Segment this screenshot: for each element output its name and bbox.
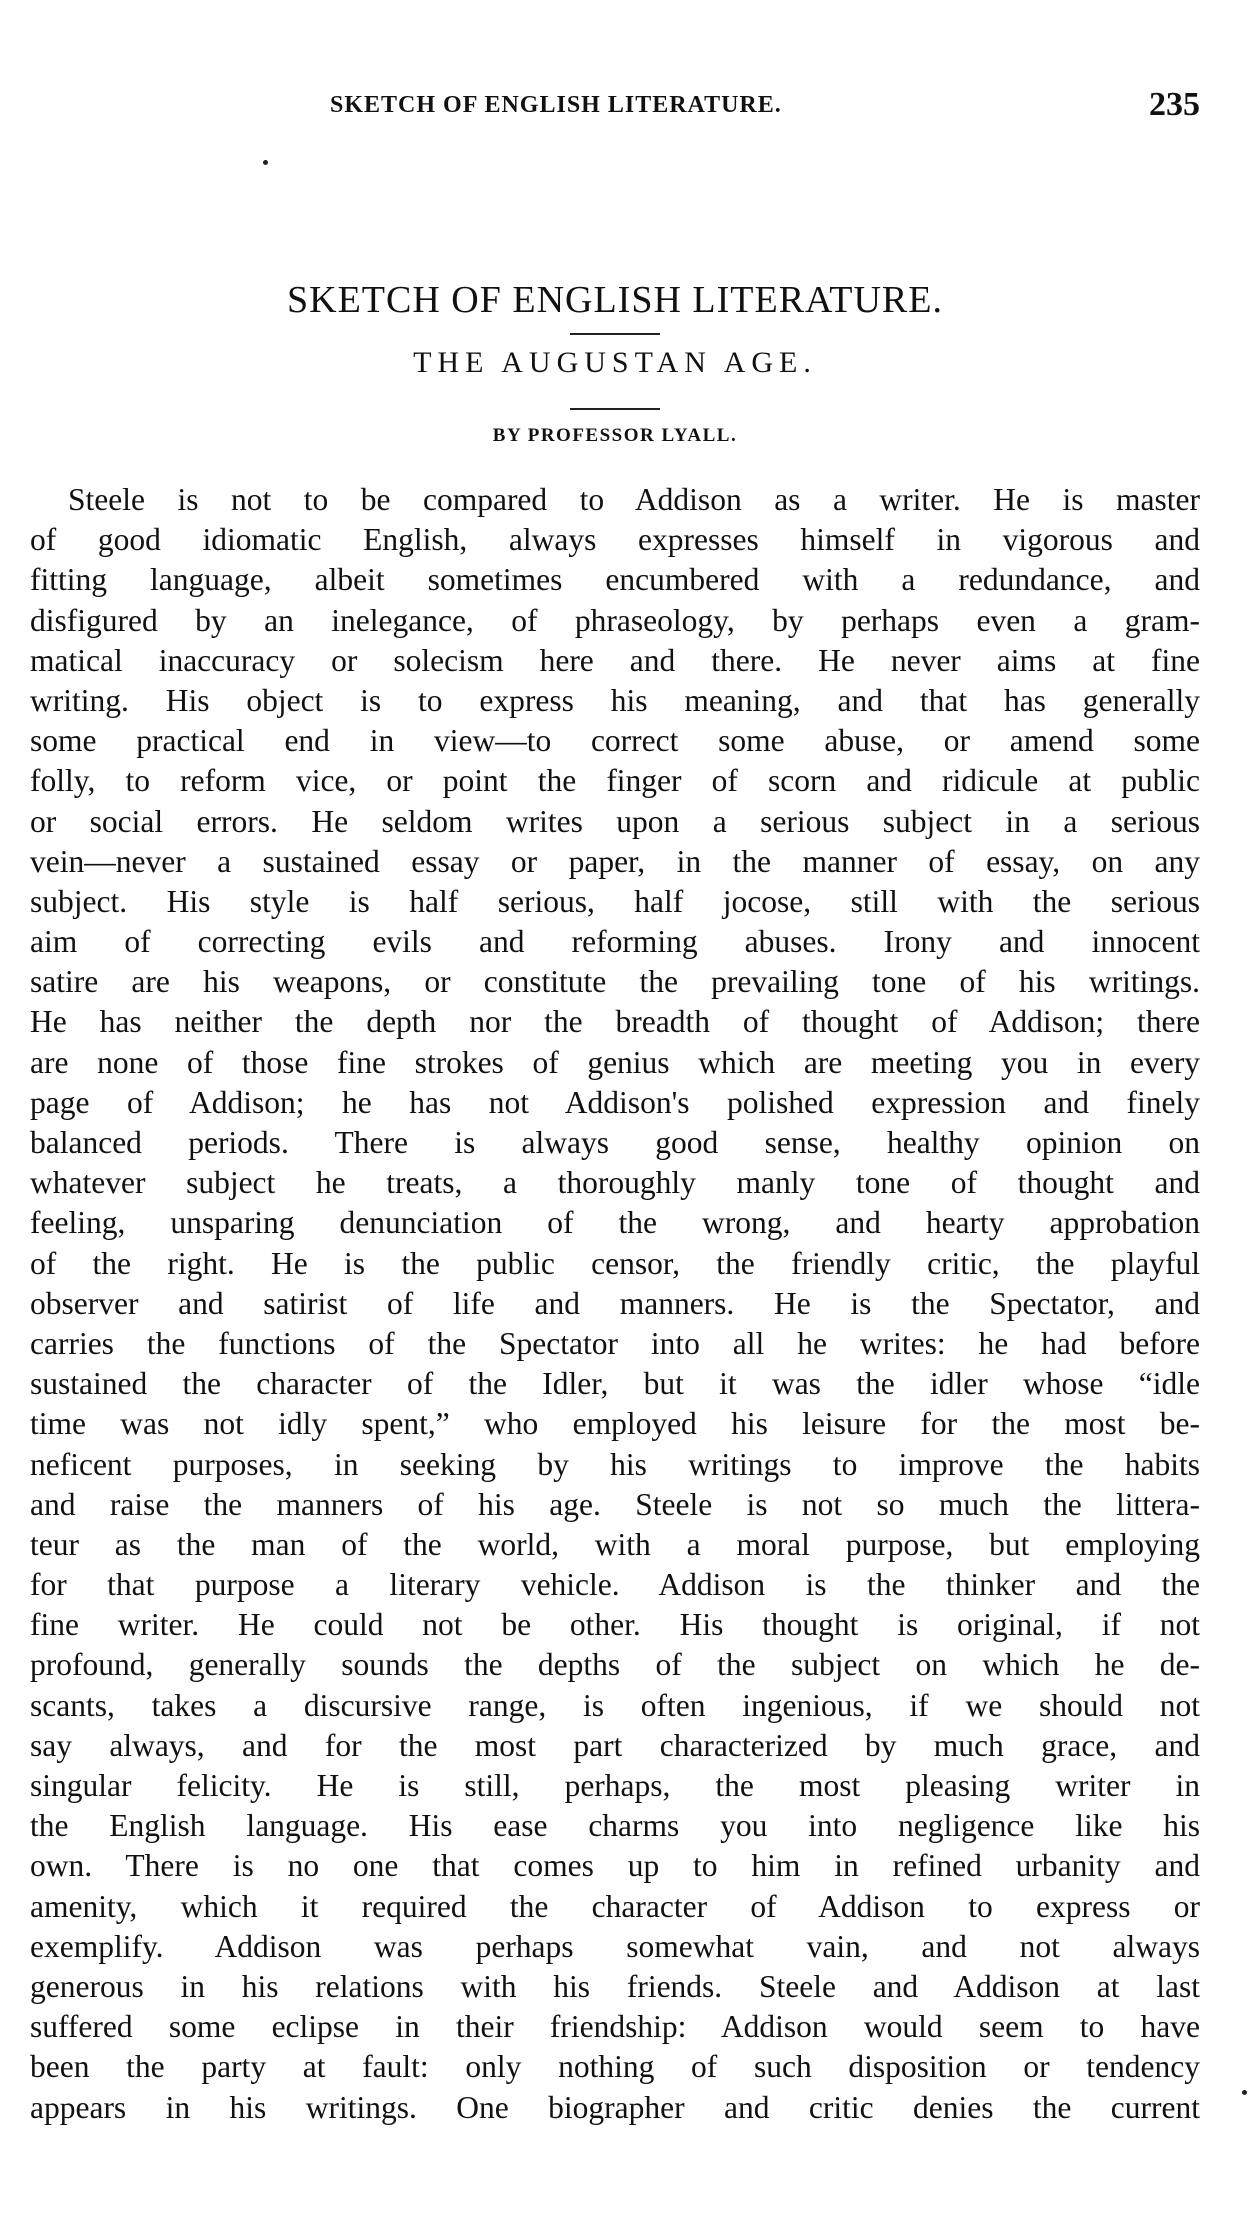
text-line: suffered some eclipse in their friendship: Addison would seem to have xyxy=(30,2009,1200,2045)
text-line: say always, and for the most part characterized by much grace, and xyxy=(30,1727,1200,1763)
text-line: writing. His object is to express his meaning, and that has generally xyxy=(30,682,1200,718)
text-line: folly, to reform vice, or point the finger of scorn and ridicule at public xyxy=(30,763,1200,799)
text-line: disfigured by an inelegance, of phraseology, by perhaps even a gram- xyxy=(30,602,1200,638)
article-body xyxy=(30,480,1200,2128)
text-line: exemplify. Addison was perhaps somewhat vain, and not always xyxy=(30,1928,1200,1964)
text-line: balanced periods. There is always good sense, healthy opinion on xyxy=(30,1125,1200,1160)
text-line: generous in his relations with his friends. Steele and Addison at last xyxy=(30,1968,1200,2004)
text-line: appears in his writings. One biographer and critic denies the current xyxy=(30,2089,1200,2125)
text-line: page of Addison; he has not Addison's polished expression and finely xyxy=(30,1084,1200,1120)
text-line: of the right. He is the public censor, the friendly critic, the playful xyxy=(30,1245,1200,1281)
text-line: satire are his weapons, or constitute the prevailing tone of his writings. xyxy=(30,964,1200,1000)
text-line: some practical end in view—to correct some abuse, or amend some xyxy=(30,723,1200,759)
text-line: Steele is not to be compared to Addison as a writer. He is master xyxy=(68,482,1200,517)
ink-speck xyxy=(1242,2090,1247,2095)
ink-speck xyxy=(263,160,268,165)
text-line: are none of those fine strokes of genius which are meeting you in every xyxy=(30,1044,1200,1080)
text-line: whatever subject he treats, a thoroughly manly tone of thought and xyxy=(30,1165,1200,1201)
text-line: for that purpose a literary vehicle. Addison is the thinker and the xyxy=(30,1567,1200,1603)
text-line: fitting language, albeit sometimes encumbered with a redundance, and xyxy=(30,562,1200,598)
subtitle-rule xyxy=(570,408,660,410)
text-line: neficent purposes, in seeking by his writings to improve the habits xyxy=(30,1446,1200,1482)
page-number: 235 xyxy=(1149,86,1200,123)
text-line: and raise the manners of his age. Steele is not so much the littera- xyxy=(30,1486,1200,1522)
article-title: SKETCH OF ENGLISH LITERATURE. xyxy=(287,279,943,321)
text-line: feeling, unsparing denunciation of the wrong, and hearty approbation xyxy=(30,1205,1200,1241)
article-subtitle: THE AUGUSTAN AGE. xyxy=(413,346,817,379)
text-line: teur as the man of the world, with a moral purpose, but employing xyxy=(30,1526,1200,1562)
text-line: or social errors. He seldom writes upon a serious subject in a serious xyxy=(30,803,1200,839)
text-line: time was not idly spent,” who employed his leisure for the most be- xyxy=(30,1406,1200,1442)
text-line: of good idiomatic English, always expresses himself in vigorous and xyxy=(30,522,1200,558)
text-line: observer and satirist of life and manners. He is the Spectator, and xyxy=(30,1285,1200,1321)
text-line: carries the functions of the Spectator into all he writes: he had before xyxy=(30,1325,1200,1361)
running-head xyxy=(30,86,1200,132)
text-line: He has neither the depth nor the breadth of thought of Addison; there xyxy=(30,1004,1200,1040)
text-line: the English language. His ease charms you into negligence like his xyxy=(30,1808,1200,1844)
text-line: matical inaccuracy or solecism here and there. He never aims at fine xyxy=(30,642,1200,678)
title-rule xyxy=(570,333,660,335)
article-byline: BY PROFESSOR LYALL. xyxy=(492,425,738,446)
book-page xyxy=(30,0,1200,2222)
text-line: vein—never a sustained essay or paper, in the manner of essay, on any xyxy=(30,843,1200,879)
text-line: aim of correcting evils and reforming abuses. Irony and innocent xyxy=(30,924,1200,960)
text-line: singular felicity. He is still, perhaps, the most pleasing writer in xyxy=(30,1768,1200,1803)
text-line: fine writer. He could not be other. His thought is original, if not xyxy=(30,1607,1200,1643)
text-line: been the party at fault: only nothing of such disposition or tendency xyxy=(30,2049,1200,2085)
text-line: profound, generally sounds the depths of the subject on which he de- xyxy=(30,1647,1200,1683)
text-line: own. There is no one that comes up to him in refined urbanity and xyxy=(30,1848,1200,1884)
running-title: SKETCH OF ENGLISH LITERATURE. xyxy=(330,92,782,118)
text-line: sustained the character of the Idler, but it was the idler whose “idle xyxy=(30,1366,1200,1402)
text-line: scants, takes a discursive range, is often ingenious, if we should not xyxy=(30,1687,1200,1723)
text-line: subject. His style is half serious, half jocose, still with the serious xyxy=(30,883,1200,919)
text-line: amenity, which it required the character of Addison to express or xyxy=(30,1888,1200,1924)
